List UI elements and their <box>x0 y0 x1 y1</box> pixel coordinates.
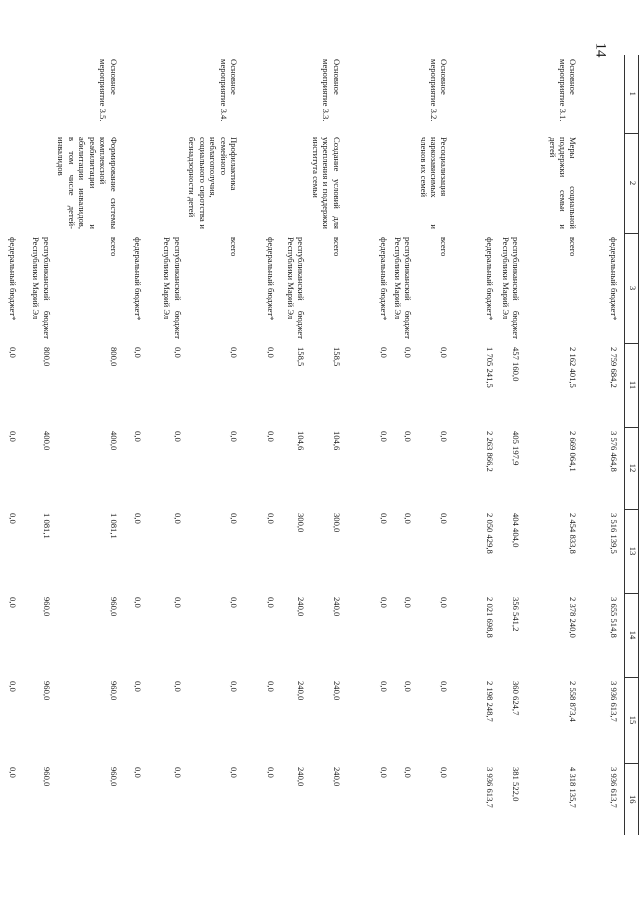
budget-value: 240,0 <box>331 681 342 701</box>
budget-value: 0,0 <box>132 347 143 358</box>
column-header: 13 <box>625 509 639 593</box>
budget-value: 240,0 <box>331 597 342 617</box>
activity-code-cell <box>121 55 145 133</box>
table-row <box>524 55 581 835</box>
table-row <box>185 55 241 835</box>
budget-value: 400,0 <box>41 431 52 451</box>
table-row <box>308 55 343 835</box>
budget-value: 0,0 <box>7 347 18 358</box>
budget-value: 4 318 135,7 <box>568 767 579 808</box>
budget-value: 0,0 <box>378 681 389 692</box>
budget-value: 1 081,1 <box>108 513 119 539</box>
budget-value: 2 198 248,7 <box>485 681 496 722</box>
budget-value: 404 404,0 <box>511 513 522 548</box>
funding-source: всего <box>568 237 579 257</box>
budget-value: 0,0 <box>172 681 183 692</box>
budget-value: 3 516 139,5 <box>609 513 619 554</box>
budget-value: 0,0 <box>7 513 18 524</box>
funding-source: всего <box>331 237 342 257</box>
budget-value: 0,0 <box>229 597 240 608</box>
budget-value: 0,0 <box>132 431 143 442</box>
activity-name-cell <box>391 133 416 233</box>
activity-code-cell <box>498 55 524 133</box>
budget-value: 0,0 <box>378 431 389 442</box>
activity-name-cell <box>241 133 278 233</box>
budget-value: 0,0 <box>266 431 277 442</box>
table-row <box>278 55 308 835</box>
budget-value: 300,0 <box>296 513 307 533</box>
column-header: 16 <box>625 763 639 835</box>
table-row <box>581 55 625 835</box>
budget-value: 240,0 <box>296 681 307 701</box>
budget-value: 0,0 <box>132 513 143 524</box>
funding-source: республиканский бюджет Республики Марий Эл <box>162 237 183 339</box>
budget-value: 3 936 613,7 <box>609 767 619 808</box>
budget-value: 3 576 464,8 <box>609 431 619 472</box>
budget-value: 0,0 <box>378 767 389 778</box>
funding-source: республиканский бюджет Республики Марий Эл <box>31 237 52 339</box>
budget-value: 0,0 <box>266 681 277 692</box>
funding-source: федеральный бюджет* <box>7 237 18 321</box>
column-header: 2 <box>625 133 639 233</box>
activity-name: Создание условий для укрепления и поддержки института семьи <box>310 137 342 229</box>
activity-code-cell <box>452 55 498 133</box>
budget-value: 800,0 <box>108 347 119 367</box>
budget-table <box>0 55 639 835</box>
budget-value: 0,0 <box>439 347 450 358</box>
funding-source: республиканский бюджет Республики Марий Эл <box>285 237 307 339</box>
activity-name-cell <box>20 133 54 233</box>
budget-value: 405 197,9 <box>511 431 522 466</box>
funding-source: республиканский бюджет Республики Марий Эл <box>501 237 522 339</box>
activity-name: Ресоциализация наркозависимых и членов их семей <box>418 137 450 229</box>
table-row <box>0 55 20 835</box>
budget-value: 2 378 240,0 <box>568 597 579 638</box>
column-header: 11 <box>625 343 639 427</box>
budget-value: 240,0 <box>296 597 307 617</box>
budget-value: 0,0 <box>403 597 414 608</box>
budget-value: 0,0 <box>132 767 143 778</box>
table-row <box>241 55 278 835</box>
activity-code-cell <box>278 55 308 133</box>
budget-value: 960,0 <box>108 681 119 701</box>
budget-value: 0,0 <box>266 513 277 524</box>
budget-value: 0,0 <box>403 681 414 692</box>
budget-value: 0,0 <box>132 681 143 692</box>
budget-value: 0,0 <box>266 347 277 358</box>
activity-name-cell <box>0 133 20 233</box>
budget-value: 2 558 873,4 <box>568 681 579 722</box>
budget-value: 0,0 <box>378 347 389 358</box>
table-row <box>145 55 185 835</box>
budget-value: 240,0 <box>331 767 342 787</box>
budget-value: 800,0 <box>41 347 52 367</box>
funding-source: федеральный бюджет* <box>609 237 619 321</box>
budget-value: 0,0 <box>172 767 183 778</box>
budget-value: 0,0 <box>403 513 414 524</box>
budget-value: 1 705 241,5 <box>485 347 496 388</box>
budget-value: 0,0 <box>172 347 183 358</box>
budget-value: 457 160,0 <box>511 347 522 382</box>
budget-value: 0,0 <box>229 767 240 778</box>
budget-value: 360 624,7 <box>511 681 522 716</box>
table-row <box>452 55 498 835</box>
activity-code: Основное мероприятие 3.5. <box>98 59 119 122</box>
budget-value: 0,0 <box>378 513 389 524</box>
funding-source: федеральный бюджет* <box>132 237 143 321</box>
activity-code: Основное мероприятие 3.1. <box>558 59 579 122</box>
budget-value: 0,0 <box>229 681 240 692</box>
table-row <box>121 55 145 835</box>
table-row <box>416 55 452 835</box>
budget-value: 0,0 <box>7 597 18 608</box>
activity-name-cell <box>121 133 145 233</box>
table-body <box>0 55 625 835</box>
budget-value: 2 454 833,8 <box>568 513 579 554</box>
budget-value: 104,6 <box>296 431 307 451</box>
funding-source: всего <box>439 237 450 257</box>
budget-value: 960,0 <box>41 681 52 701</box>
column-header: 12 <box>625 427 639 509</box>
budget-value: 2 021 698,8 <box>485 597 496 638</box>
budget-value: 3 655 514,8 <box>609 597 619 638</box>
budget-value: 0,0 <box>172 513 183 524</box>
budget-value: 0,0 <box>266 597 277 608</box>
budget-value: 400,0 <box>108 431 119 451</box>
funding-source: всего <box>108 237 119 257</box>
budget-value: 0,0 <box>172 597 183 608</box>
funding-source: федеральный бюджет* <box>378 237 389 321</box>
activity-name-cell <box>145 133 185 233</box>
budget-value: 300,0 <box>331 513 342 533</box>
activity-name: Формирование системы комплексной реабилитации и абилитации инвалидов, в том числе детей-инвалидов <box>56 137 119 229</box>
budget-value: 0,0 <box>378 597 389 608</box>
budget-value: 0,0 <box>229 513 240 524</box>
budget-value: 0,0 <box>403 767 414 778</box>
table-row <box>54 55 121 835</box>
table-row <box>344 55 391 835</box>
activity-code: Основное мероприятие 3.4. <box>218 59 240 122</box>
funding-source: федеральный бюджет* <box>485 237 496 321</box>
activity-name-cell <box>498 133 524 233</box>
budget-value: 104,6 <box>331 431 342 451</box>
column-header: 3 <box>625 233 639 343</box>
budget-value: 0,0 <box>229 347 240 358</box>
budget-value: 0,0 <box>266 767 277 778</box>
activity-code-cell <box>20 55 54 133</box>
budget-value: 0,0 <box>132 597 143 608</box>
budget-value: 0,0 <box>439 767 450 778</box>
budget-value: 0,0 <box>439 431 450 442</box>
budget-value: 0,0 <box>439 681 450 692</box>
column-number-row <box>625 55 639 835</box>
activity-name-cell <box>452 133 498 233</box>
funding-source: федеральный бюджет* <box>266 237 277 321</box>
budget-value: 2 759 684,2 <box>609 347 619 388</box>
activity-name <box>581 133 625 233</box>
column-header: 1 <box>625 55 639 133</box>
column-header: 15 <box>625 677 639 763</box>
budget-value: 0,0 <box>439 513 450 524</box>
column-header: 14 <box>625 593 639 677</box>
budget-value: 3 936 613,7 <box>485 767 496 808</box>
budget-value: 2 162 401,5 <box>568 347 579 388</box>
budget-value: 960,0 <box>108 597 119 617</box>
budget-value: 0,0 <box>229 431 240 442</box>
budget-value: 1 081,1 <box>41 513 52 539</box>
budget-value: 158,5 <box>296 347 307 367</box>
activity-code: Основное мероприятие 3.3. <box>321 59 342 122</box>
activity-code-cell <box>241 55 278 133</box>
budget-value: 2 263 866,2 <box>485 431 496 472</box>
budget-value: 240,0 <box>296 767 307 787</box>
budget-value: 0,0 <box>403 347 414 358</box>
budget-value: 3 936 613,7 <box>609 681 619 722</box>
activity-code-cell <box>0 55 20 133</box>
table-row <box>391 55 416 835</box>
activity-name-cell <box>344 133 391 233</box>
budget-value: 381 522,0 <box>511 767 522 802</box>
activity-code-cell <box>145 55 185 133</box>
table-row <box>20 55 54 835</box>
activity-name-cell <box>278 133 308 233</box>
budget-value: 960,0 <box>41 767 52 787</box>
activity-code <box>581 55 625 133</box>
funding-source: всего <box>229 237 240 257</box>
budget-value: 2 050 429,8 <box>485 513 496 554</box>
activity-code-cell <box>391 55 416 133</box>
funding-source: республиканский бюджет Республики Марий Эл <box>393 237 414 339</box>
budget-value: 0,0 <box>7 431 18 442</box>
budget-value: 158,5 <box>331 347 342 367</box>
budget-value: 0,0 <box>7 767 18 778</box>
table-row <box>498 55 524 835</box>
budget-value: 2 669 064,1 <box>568 431 579 472</box>
budget-value: 0,0 <box>7 681 18 692</box>
budget-value: 0,0 <box>403 431 414 442</box>
activity-name: Меры социальной поддержки семьи и детей <box>547 137 579 229</box>
budget-value: 0,0 <box>439 597 450 608</box>
page-number: 14 <box>592 42 609 58</box>
budget-value: 960,0 <box>108 767 119 787</box>
activity-code: Основное мероприятие 3.2. <box>429 59 450 122</box>
budget-value: 0,0 <box>172 431 183 442</box>
activity-code-cell <box>344 55 391 133</box>
budget-value: 960,0 <box>41 597 52 617</box>
budget-value: 356 541,2 <box>511 597 522 632</box>
activity-name: Профилактика семейного неблагополучия, социального сиротства и безнадзорности детей <box>187 137 240 229</box>
